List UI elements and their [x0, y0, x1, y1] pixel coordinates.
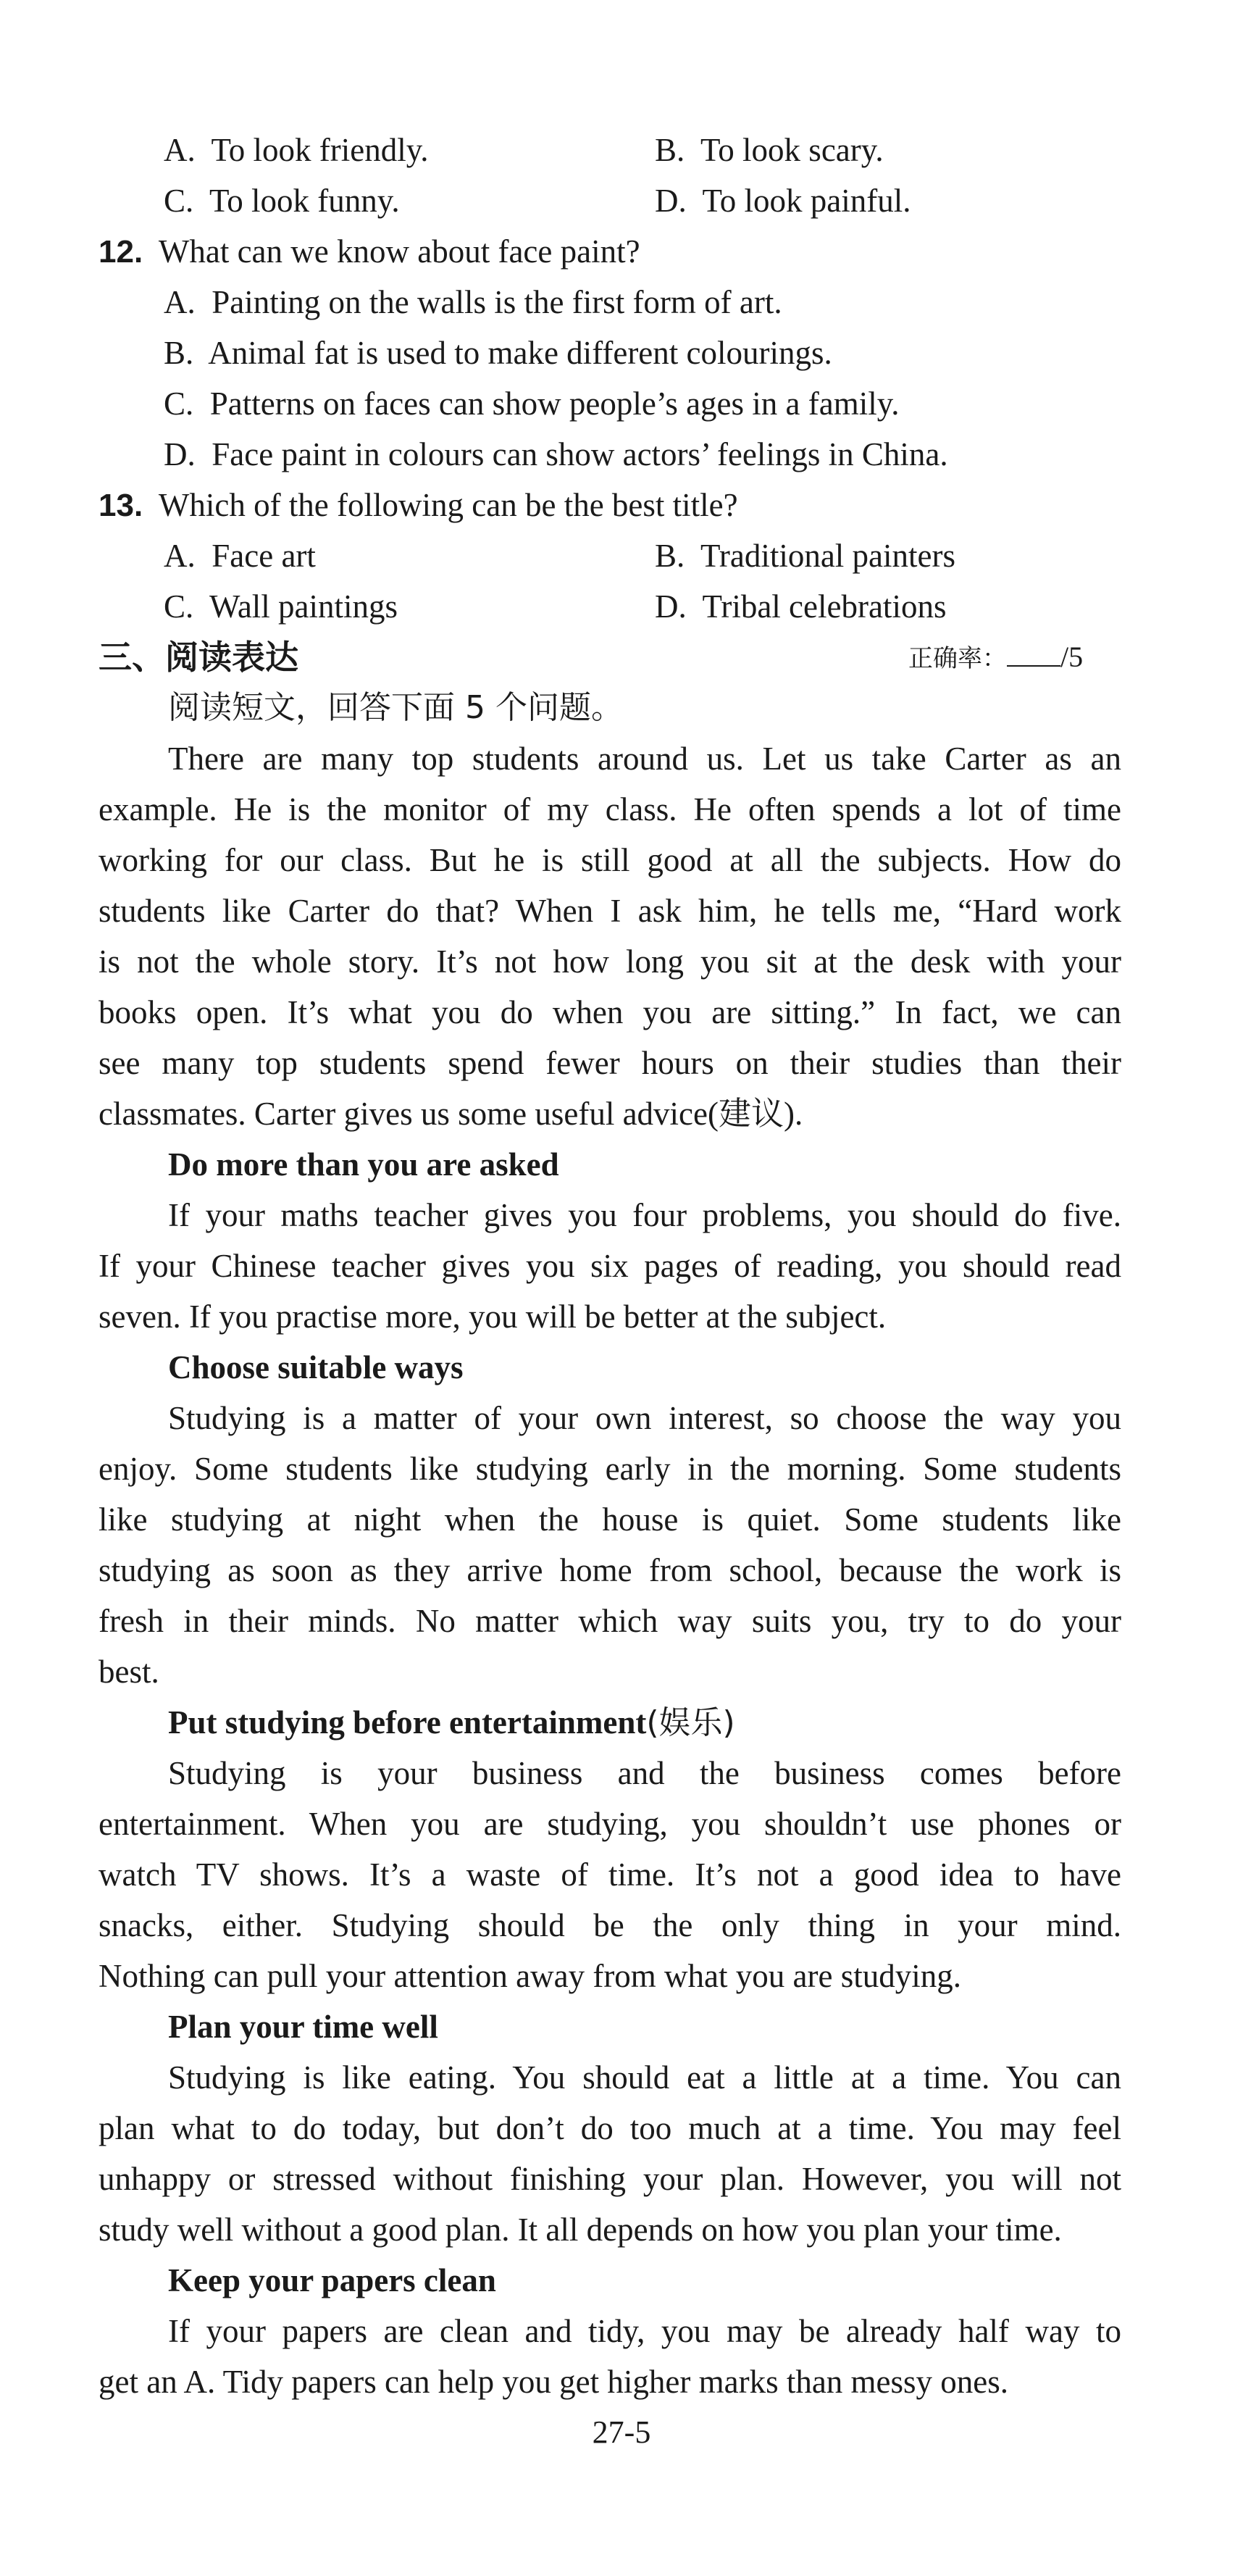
intro-line: students like Carter do that? When I ask him, he tells me, “Hard work	[99, 893, 1121, 929]
page-number: 27-5	[592, 2414, 651, 2450]
para-line: seven. If you practise more, you will be better at the subject.	[99, 1299, 887, 1335]
intro-line: classmates. Carter gives us some useful advice(建议).	[99, 1096, 803, 1132]
q11-option-d: D. To look painful.	[655, 183, 911, 219]
section-instruction: 阅读短文，回答下面 5 个问题。	[168, 689, 623, 726]
intro-line: working for our class. But he is still good at all the subjects. How do	[99, 842, 1121, 878]
q11-option-b: B. To look scary.	[655, 132, 884, 168]
q13-number: 13	[99, 488, 134, 523]
para-line: enjoy. Some students like studying early in the morning. Some students	[99, 1451, 1121, 1487]
q13-option-c: C. Wall paintings	[164, 588, 398, 625]
para-line: If your Chinese teacher gives you six pages of reading, you should read	[99, 1248, 1121, 1284]
para-line: like studying at night when the house is quiet. Some students like	[99, 1501, 1121, 1538]
section-heading: Keep your papers clean	[168, 2262, 496, 2298]
para-line: Nothing can pull your attention away from what you are studying.	[99, 1958, 961, 1994]
section-heading: Put studying before entertainment(娱乐)	[168, 1704, 735, 1741]
q12-option-b: B. Animal fat is used to make different colourings.	[164, 335, 832, 371]
para-line: studying as soon as they arrive home from school, because the work is	[99, 1552, 1121, 1588]
para-line: best.	[99, 1654, 159, 1690]
q13-option-b: B. Traditional painters	[655, 538, 955, 574]
q13-stem: 13. Which of the following can be the best title?	[99, 487, 738, 523]
para-line: If your papers are clean and tidy, you may be already half way to	[168, 2313, 1121, 2349]
q11-option-a: A. To look friendly.	[164, 132, 429, 168]
para-line: fresh in their minds. No matter which way suits you, try to do your	[99, 1603, 1121, 1639]
para-line: Studying is like eating. You should eat a little at a time. You can	[168, 2059, 1121, 2096]
accuracy-blank	[1007, 641, 1060, 667]
para-line: get an A. Tidy papers can help you get higher marks than messy ones.	[99, 2364, 1009, 2400]
q12-option-a: A. Painting on the walls is the first form of art.	[164, 284, 782, 320]
para-line: watch TV shows. It’s a waste of time. It’s not a good idea to have	[99, 1856, 1121, 1893]
intro-line: is not the whole story. It’s not how long you sit at the desk with your	[99, 943, 1121, 980]
q12-stem: 12. What can we know about face paint?	[99, 233, 640, 270]
q11-option-c: C. To look funny.	[164, 183, 400, 219]
section-heading: Do more than you are asked	[168, 1146, 559, 1183]
intro-line: books open. It’s what you do when you are sitting.” In fact, we can	[99, 994, 1121, 1030]
para-line: study well without a good plan. It all depends on how you plan your time.	[99, 2212, 1062, 2248]
q13-option-d: D. Tribal celebrations	[655, 588, 947, 625]
para-line: snacks, either. Studying should be the only thing in your mind.	[99, 1907, 1121, 1943]
para-line: entertainment. When you are studying, you shouldn’t use phones or	[99, 1806, 1121, 1842]
q12-number: 12	[99, 234, 134, 270]
section-heading: Plan your time well	[168, 2009, 438, 2045]
accuracy-score: 正确率： /5	[908, 641, 1084, 673]
para-line: Studying is a matter of your own interest, so choose the way you	[168, 1400, 1121, 1436]
q12-option-c: C. Patterns on faces can show people’s ages in a family.	[164, 385, 900, 422]
section-heading: Choose suitable ways	[168, 1349, 464, 1385]
para-line: If your maths teacher gives you four problems, you should do five.	[168, 1197, 1121, 1233]
section-title: 三、阅读表达	[99, 638, 298, 677]
para-line: unhappy or stressed without finishing your plan. However, you will not	[99, 2161, 1121, 2197]
q13-option-a: A. Face art	[164, 538, 316, 574]
intro-line: There are many top students around us. Let us take Carter as an	[168, 741, 1121, 777]
q12-option-d: D. Face paint in colours can show actors’ feelings in China.	[164, 436, 948, 472]
para-line: Studying is your business and the business comes before	[168, 1755, 1121, 1791]
intro-line: example. He is the monitor of my class. He often spends a lot of time	[99, 791, 1121, 828]
intro-line: see many top students spend fewer hours on their studies than their	[99, 1045, 1121, 1081]
para-line: plan what to do today, but don’t do too much at a time. You may feel	[99, 2110, 1121, 2146]
